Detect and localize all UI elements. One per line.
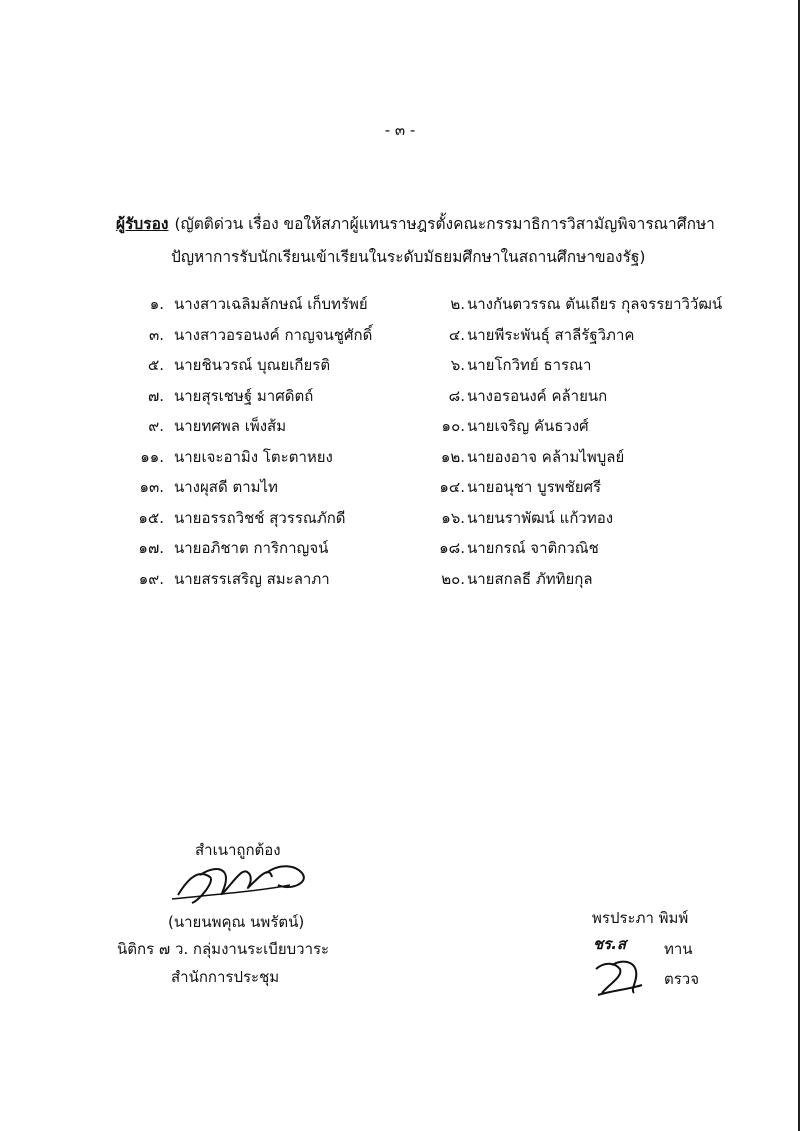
signer-name: นายอภิชาต การิกาญจน์: [174, 539, 329, 557]
signer-name: นางสาวอรอนงค์ กาญจนชูศักดิ์: [174, 325, 373, 344]
signer-number: ๙.: [148, 417, 164, 435]
signer-number: ๔.: [448, 325, 465, 344]
signer-name: นายอรรถวิชช์ สุวรรณภักดี: [174, 508, 346, 527]
signer-number: ๑๗.: [138, 539, 164, 557]
signer-number: ๑๔.: [439, 478, 465, 496]
motion-title-line1: (ญัตติด่วน เรื่อง ขอให้สภาผู้แทนราษฎรตั้งคณะกรรมาธิการวิสามัญพิจารณาศึกษา: [174, 215, 715, 233]
signer-number: ๑๐.: [441, 417, 465, 435]
signer-name: นายสรรเสริญ สมะลาภา: [174, 569, 330, 588]
signer-row: [0, 506, 800, 532]
signer-name: นายกรณ์ จาติกวณิช: [467, 539, 599, 557]
signer-number: ๖.: [450, 356, 465, 374]
reviewer-initials: ชร.ส: [593, 935, 627, 953]
signer-number: ๑๑.: [140, 447, 164, 466]
signer-number: ๒๐.: [441, 569, 465, 588]
signer-name: นางกันตวรรณ ตันเถียร กุลจรรยาวิวัฒน์: [467, 295, 723, 313]
review-label: ทาน: [664, 940, 693, 958]
signer-number: ๑๓.: [139, 478, 164, 496]
signer-row: [0, 445, 800, 471]
signer-name: นายองอาจ คล้ามไพบูลย์: [467, 447, 625, 466]
signer-name: นายนราพัฒน์ แก้วทอง: [467, 508, 614, 527]
signer-row: [0, 323, 800, 349]
signer-row: [0, 536, 800, 562]
signer-number: ๗.: [147, 386, 164, 405]
certifier-name: (นายนพคุณ นพรัตน์): [168, 913, 305, 931]
signer-number: ๑๕.: [138, 508, 164, 527]
certify-label: สำเนาถูกต้อง: [195, 841, 281, 859]
signer-row: [0, 414, 800, 440]
typist-name: พรประภา พิมพ์: [592, 909, 689, 927]
signer-name: นายโกวิทย์ ธารณา: [467, 356, 592, 374]
handwritten-signature-certifier: [170, 855, 320, 910]
signer-name: นางสาวเฉลิมลักษณ์ เก็บทรัพย์: [174, 295, 368, 313]
signer-number: ๕.: [147, 356, 164, 374]
signer-name: นายเจะอามิง โตะตาหยง: [174, 447, 333, 466]
signer-number: ๑๒.: [440, 447, 465, 466]
certifier-position: นิติกร ๗ ว. กลุ่มงานระเบียบวาระ: [117, 940, 330, 958]
signer-number: ๑๙.: [138, 569, 164, 588]
signer-row: [0, 353, 800, 379]
signer-number: ๑๖.: [441, 508, 465, 527]
signers-heading: ผู้รับรอง: [116, 215, 169, 233]
signer-name: นางผุสดี ตามไท: [174, 478, 278, 496]
signer-name: นายอนุชา บูรพชัยศรี: [467, 478, 602, 496]
signer-name: นายเจริญ คันธวงศ์: [467, 417, 589, 435]
signer-name: นายสุรเชษฐ์ มาศดิตถ์: [174, 386, 314, 405]
signer-row: [0, 475, 800, 501]
signer-number: ๘.: [448, 386, 465, 405]
handwritten-signature-checker: [590, 955, 650, 1000]
signer-number: ๒.: [450, 295, 465, 313]
certifier-office: สำนักการประชุม: [171, 968, 280, 986]
signer-number: ๓.: [148, 325, 164, 344]
signer-name: นายสกลธี ภัททิยกุล: [467, 569, 593, 588]
signer-row: [0, 384, 800, 410]
signer-name: นายชินวรณ์ บุณยเกียรติ: [174, 356, 331, 374]
signer-row: [0, 567, 800, 593]
page-number: - ๓ -: [384, 121, 416, 139]
motion-header: [116, 208, 736, 274]
signer-name: นายทศพล เพ็งส้ม: [174, 417, 287, 435]
signer-number: ๑๘.: [439, 539, 465, 557]
check-label: ตรวจ: [664, 970, 700, 988]
signer-name: นางอรอนงค์ คล้ายนก: [467, 386, 608, 405]
signer-name: นายพีระพันธุ์ สาลีรัฐวิภาค: [467, 325, 635, 344]
signer-number: ๑.: [149, 295, 164, 313]
motion-title-line2: ปัญหาการรับนักเรียนเข้าเรียนในระดับมัธยมศึกษาในสถานศึกษาของรัฐ): [171, 248, 646, 266]
signer-row: [0, 292, 800, 318]
